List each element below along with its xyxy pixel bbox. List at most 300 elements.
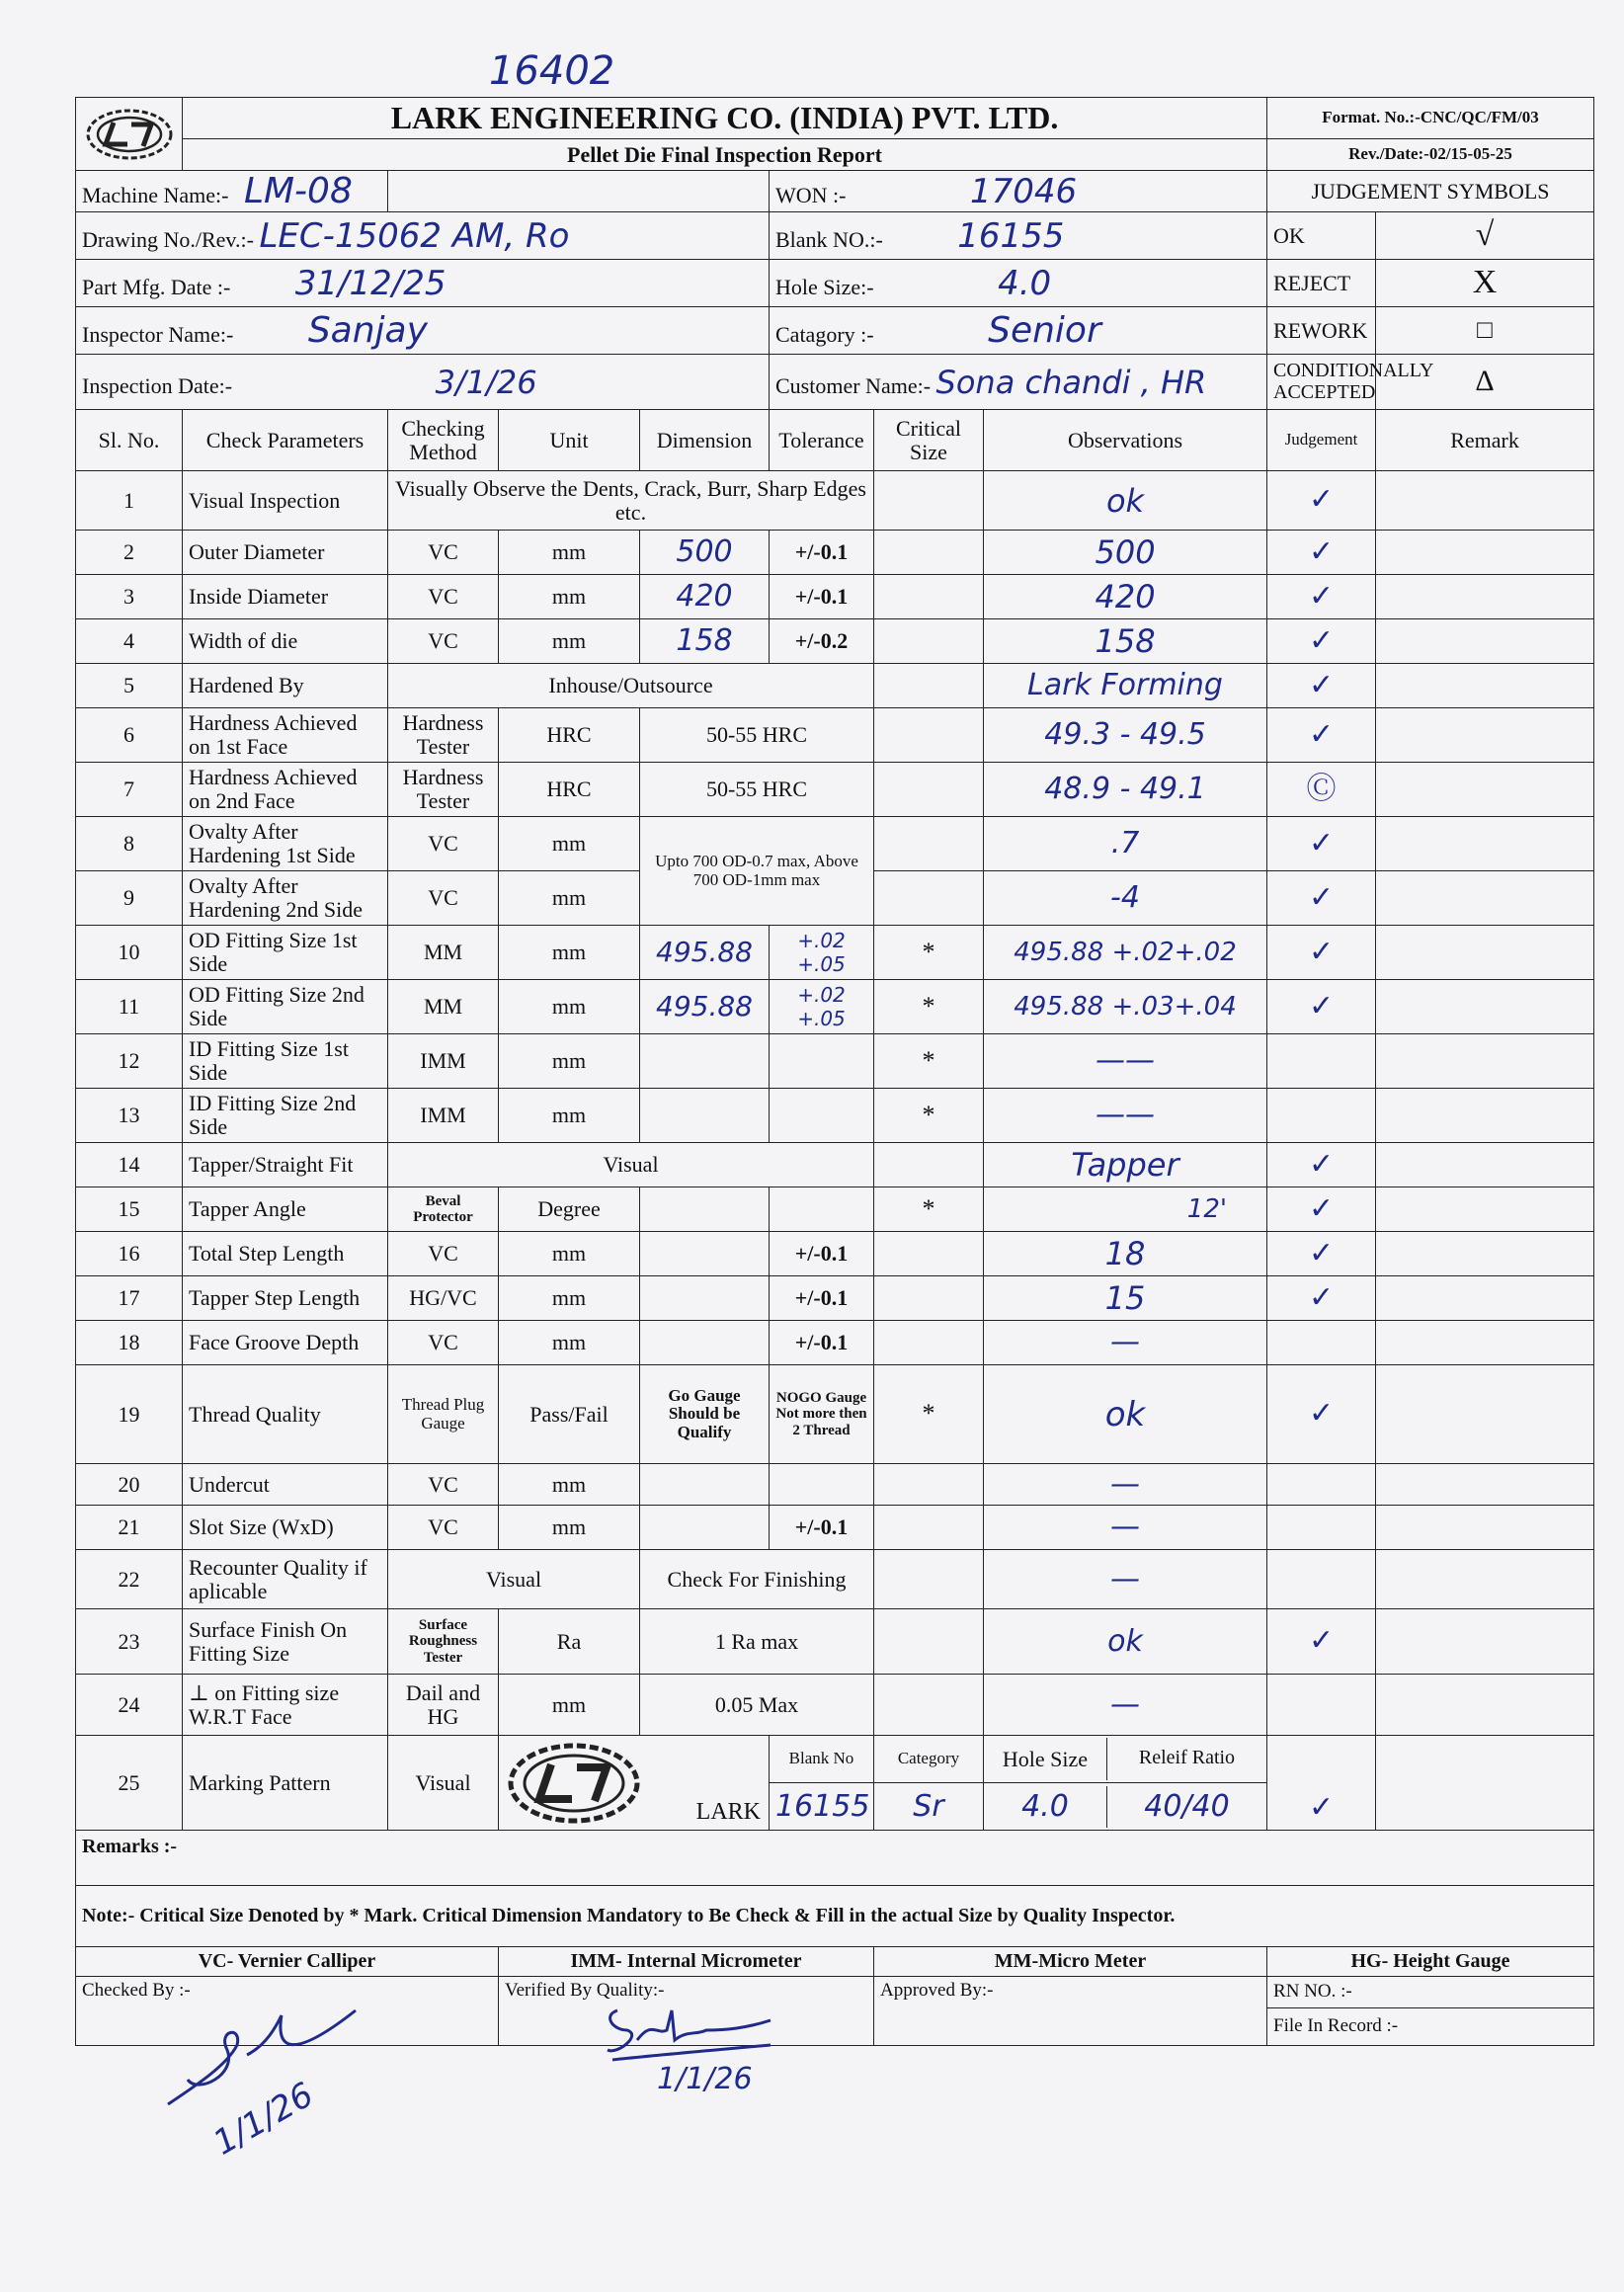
row-sl: 21	[76, 1506, 183, 1550]
row-sl: 18	[76, 1321, 183, 1365]
row-remark	[1376, 575, 1594, 619]
table-row	[76, 471, 1594, 531]
table-row	[76, 1187, 1594, 1232]
verified-by-date: 1/1/26	[657, 2062, 753, 2096]
row-critical-empty	[874, 817, 984, 871]
legend-mm: MM-Micro Meter	[874, 1947, 1267, 1977]
row-observation: —	[1110, 1561, 1140, 1596]
row-critical-empty	[874, 531, 984, 575]
inspector-name-label: Inspector Name:-	[82, 321, 234, 347]
row-sl: 24	[76, 1675, 183, 1736]
row-observation: 18	[1104, 1235, 1146, 1272]
part-mfg-date-field	[76, 260, 770, 307]
marking-hole-label: Hole Size	[984, 1738, 1107, 1781]
row-dimension-empty	[640, 1187, 770, 1232]
row-critical-empty	[874, 1675, 984, 1736]
row-unit: mm	[499, 1675, 640, 1736]
row-tolerance-empty	[770, 1187, 874, 1232]
row-method: IMM	[388, 1034, 499, 1089]
report-title: Pellet Die Final Inspection Report	[567, 141, 882, 167]
row-unit: Degree	[499, 1187, 640, 1232]
row-critical-empty	[874, 763, 984, 817]
row-tolerance-empty	[770, 1464, 874, 1506]
inspector-name-field	[76, 307, 770, 355]
row-method: VC	[388, 1464, 499, 1506]
row-dimension: 50-55 HRC	[640, 763, 874, 817]
judgement-tick-icon: ✓	[1308, 1623, 1335, 1659]
row-sl: 17	[76, 1276, 183, 1321]
row-param: Total Step Length	[183, 1232, 388, 1276]
row-method: Dail and HG	[388, 1675, 499, 1736]
row-observation: —	[1110, 1510, 1140, 1544]
critical-star: *	[874, 1365, 984, 1464]
judgement-tick-icon: ✓	[1308, 1789, 1335, 1825]
inspector-name-value: Sanjay	[307, 309, 428, 351]
table-row	[76, 1506, 1594, 1550]
critical-star: *	[874, 1089, 984, 1143]
table-row	[76, 1089, 1594, 1143]
company-logo-icon	[84, 107, 175, 162]
inspection-date-value: 3/1/26	[435, 363, 537, 401]
row-unit: mm	[499, 1321, 640, 1365]
row-method: MM	[388, 926, 499, 980]
col-header-check-parameters: Check Parameters	[183, 410, 388, 471]
row-dimension-empty	[640, 1089, 770, 1143]
judgement-tick-icon: ✓	[1308, 482, 1335, 518]
row-method: Visual	[388, 1550, 640, 1609]
col-header-observations: Observations	[984, 410, 1267, 471]
row-method: VC	[388, 1506, 499, 1550]
format-number: Format. No.:-CNC/QC/FM/03	[1267, 98, 1594, 139]
row-sl: 20	[76, 1464, 183, 1506]
row-critical-empty	[874, 1464, 984, 1506]
verified-by-signature-icon	[598, 2001, 775, 2070]
row-unit: mm	[499, 1089, 640, 1143]
judgement-tick-icon: ✓	[1308, 578, 1335, 614]
judgement-tick-icon: ✓	[1308, 934, 1335, 969]
reject-symbol: X	[1376, 260, 1594, 307]
row-remark	[1376, 531, 1594, 575]
row-observation: 49.3 - 49.5	[1044, 717, 1206, 752]
table-row	[76, 1143, 1594, 1187]
marking-relief-label: Releif Ratio	[1138, 1746, 1236, 1768]
blank-number-field	[770, 212, 1267, 260]
ok-symbol-label: OK	[1267, 212, 1376, 260]
row-remark	[1376, 1736, 1594, 1831]
judgement-tick-icon: ✓	[1308, 533, 1335, 569]
table-row	[76, 763, 1594, 817]
machine-name-value: LM-08	[243, 170, 353, 211]
row-observation: ok	[1107, 1623, 1143, 1659]
row-param: Ovalty After Hardening 2nd Side	[183, 871, 388, 926]
row-sl: 5	[76, 664, 183, 708]
marking-logo-cell	[499, 1736, 770, 1831]
critical-star: *	[874, 980, 984, 1034]
row-critical-empty	[874, 1232, 984, 1276]
table-row	[76, 1365, 1594, 1464]
row-critical-empty	[874, 1276, 984, 1321]
row-observation: 12'	[1186, 1194, 1228, 1224]
row-param: ID Fitting Size 2nd Side	[183, 1089, 388, 1143]
row-method: Beval Protector	[388, 1187, 499, 1232]
conditionally-accepted-symbol: Δ	[1376, 355, 1594, 410]
row-param: Tapper/Straight Fit	[183, 1143, 388, 1187]
row-sl: 19	[76, 1365, 183, 1464]
row-sl: 3	[76, 575, 183, 619]
table-row	[76, 1609, 1594, 1675]
col-header-sl-no: Sl. No.	[76, 410, 183, 471]
row-method: IMM	[388, 1089, 499, 1143]
row-judgement-empty	[1267, 1464, 1376, 1506]
row-param: Tapper Angle	[183, 1187, 388, 1232]
row-remark	[1376, 1550, 1594, 1609]
row-observation: 48.9 - 49.1	[1044, 772, 1206, 806]
report-title-cell	[183, 139, 1267, 171]
row-unit: mm	[499, 575, 640, 619]
critical-star: *	[874, 1034, 984, 1089]
blank-number-value: 16155	[957, 215, 1065, 256]
row-observation: ok	[1104, 1394, 1146, 1434]
row-sl: 1	[76, 471, 183, 531]
col-header-remark: Remark	[1376, 410, 1594, 471]
checked-by-label: Checked By :-	[76, 1977, 499, 2046]
won-label: WON :-	[775, 182, 847, 207]
row-observation: Tapper	[1071, 1146, 1179, 1184]
revision-date: Rev./Date:-02/15-05-25	[1267, 139, 1594, 171]
top-handwritten-number: 16402	[489, 48, 615, 94]
table-row	[76, 1464, 1594, 1506]
hole-size-label: Hole Size:-	[775, 274, 874, 299]
customer-name-field	[770, 355, 1267, 410]
judgement-tick-icon: ✓	[1308, 1146, 1335, 1182]
row-param: Thread Quality	[183, 1365, 388, 1464]
row-remark	[1376, 1506, 1594, 1550]
row-observation: ——	[1096, 1098, 1155, 1132]
row-observation: -4	[1110, 880, 1140, 915]
row-method: Visually Observe the Dents, Crack, Burr, Sharp Edges etc.	[388, 471, 874, 531]
row-dimension: 495.88	[656, 990, 753, 1023]
verified-by-label: Verified By Quality:-	[499, 1977, 874, 2046]
row-remark	[1376, 471, 1594, 531]
row-remark	[1376, 1276, 1594, 1321]
judgement-tick-icon: ✓	[1308, 1396, 1335, 1432]
row-param: Hardness Achieved on 1st Face	[183, 708, 388, 763]
drawing-number-value: LEC-15062 AM, Ro	[259, 215, 570, 256]
row-judgement-empty	[1267, 1321, 1376, 1365]
row-observation: ——	[1096, 1043, 1155, 1078]
row-critical-empty	[874, 1609, 984, 1675]
row-observation: 158	[1095, 622, 1156, 660]
row-method: Hardness Tester	[388, 708, 499, 763]
row-critical-empty	[874, 1321, 984, 1365]
critical-size-note: Note:- Critical Size Denoted by * Mark. Critical Dimension Mandatory to Be Check & Fill in the actual Size by Quality Inspector.	[76, 1886, 1594, 1947]
row-tolerance: +.02 +.05	[797, 983, 846, 1030]
row-dimension: 0.05 Max	[640, 1675, 874, 1736]
row-remark	[1376, 1609, 1594, 1675]
row-unit: mm	[499, 980, 640, 1034]
row-param: Outer Diameter	[183, 531, 388, 575]
marking-category-label: Category	[874, 1736, 984, 1783]
row-dimension-empty	[640, 1464, 770, 1506]
table-row	[76, 1550, 1594, 1609]
row-method: Surface Roughness Tester	[388, 1609, 499, 1675]
conditionally-accepted-label: CONDITIONALLY ACCEPTED	[1267, 355, 1376, 410]
table-row-marking	[76, 1736, 1594, 1783]
row-remark	[1376, 1143, 1594, 1187]
row-critical-empty	[874, 1550, 984, 1609]
critical-star: *	[874, 1187, 984, 1232]
table-row	[76, 664, 1594, 708]
remarks-label: Remarks :-	[76, 1831, 1594, 1886]
row-unit: mm	[499, 1034, 640, 1089]
table-row	[76, 1675, 1594, 1736]
row-remark	[1376, 708, 1594, 763]
marking-logo-icon	[505, 1738, 653, 1829]
row-remark	[1376, 980, 1594, 1034]
row-dimension-empty	[640, 1321, 770, 1365]
row-remark	[1376, 1232, 1594, 1276]
row-remark	[1376, 1321, 1594, 1365]
row-param: Slot Size (WxD)	[183, 1506, 388, 1550]
row-observation: 420	[1095, 578, 1156, 615]
row-judgement-empty	[1267, 1550, 1376, 1609]
blank-number-label: Blank NO.:-	[775, 226, 883, 252]
row-param: Width of die	[183, 619, 388, 664]
row-param: Hardened By	[183, 664, 388, 708]
row-remark	[1376, 1675, 1594, 1736]
won-field	[770, 171, 1267, 212]
row-sl: 13	[76, 1089, 183, 1143]
row-dimension: 420	[676, 579, 733, 614]
row-unit: mm	[499, 1464, 640, 1506]
row-observation: Lark Forming	[1027, 668, 1223, 702]
inspection-date-label: Inspection Date:-	[82, 372, 233, 398]
machine-name-label: Machine Name:-	[82, 182, 229, 207]
row-dimension-empty	[640, 1232, 770, 1276]
row-sl: 8	[76, 817, 183, 871]
judgement-tick-icon: ✓	[1308, 667, 1335, 702]
judgement-tick-icon: ✓	[1308, 622, 1335, 658]
row-observation: 15	[1104, 1279, 1146, 1317]
row-critical-empty	[874, 708, 984, 763]
table-row	[76, 575, 1594, 619]
company-name-cell	[183, 98, 1267, 139]
col-header-critical-size: Critical Size	[874, 410, 984, 471]
marking-blank-value: 16155	[775, 1788, 870, 1824]
table-row	[76, 980, 1594, 1034]
row-param: OD Fitting Size 1st Side	[183, 926, 388, 980]
row-critical-empty	[874, 575, 984, 619]
row-method: VC	[388, 817, 499, 871]
row-sl: 25	[76, 1736, 183, 1831]
marking-relief-value: 40/40	[1144, 1788, 1230, 1824]
table-row	[76, 817, 1594, 871]
row-method: Hardness Tester	[388, 763, 499, 817]
row-unit: mm	[499, 531, 640, 575]
col-header-judgement: Judgement	[1267, 410, 1376, 471]
row-remark	[1376, 1089, 1594, 1143]
row-sl: 7	[76, 763, 183, 817]
row-tolerance-empty	[770, 1034, 874, 1089]
row-dimension: 495.88	[656, 936, 753, 968]
row-observation: ok	[1105, 481, 1145, 520]
category-value: Senior	[988, 309, 1101, 351]
row-unit: HRC	[499, 763, 640, 817]
judgement-tick-icon: ✓	[1308, 1279, 1335, 1315]
row-method: MM	[388, 980, 499, 1034]
row-dimension: Check For Finishing	[640, 1550, 874, 1609]
row-dimension: Go Gauge Should be Qualify	[640, 1365, 770, 1464]
col-header-tolerance: Tolerance	[770, 410, 874, 471]
row-param: ⊥ on Fitting size W.R.T Face	[183, 1675, 388, 1736]
row-critical-empty	[874, 1506, 984, 1550]
machine-name-field	[76, 171, 388, 212]
row-dimension: 1 Ra max	[640, 1609, 874, 1675]
row-unit: HRC	[499, 708, 640, 763]
row-method: Inhouse/Outsource	[388, 664, 874, 708]
row-method: Visual	[388, 1143, 874, 1187]
marking-category-value: Sr	[913, 1788, 944, 1824]
table-row	[76, 531, 1594, 575]
judgement-tick-icon: ✓	[1308, 1190, 1335, 1226]
row-dimension: 50-55 HRC	[640, 708, 874, 763]
row-dimension: 500	[676, 534, 733, 569]
row-method: VC	[388, 531, 499, 575]
row-critical-empty	[874, 664, 984, 708]
row-remark	[1376, 1464, 1594, 1506]
company-name: LARK ENGINEERING CO. (INDIA) PVT. LTD.	[390, 100, 1059, 136]
legend-hg: HG- Height Gauge	[1267, 1947, 1594, 1977]
row-critical-empty	[874, 871, 984, 926]
table-row	[76, 926, 1594, 980]
row-sl: 23	[76, 1609, 183, 1675]
row-sl: 14	[76, 1143, 183, 1187]
row-unit: Pass/Fail	[499, 1365, 640, 1464]
row-tolerance: +/-0.1	[770, 1232, 874, 1276]
legend-vc: VC- Vernier Calliper	[76, 1947, 499, 1977]
marking-blank-label: Blank No	[770, 1736, 874, 1783]
row-tolerance: +/-0.1	[770, 575, 874, 619]
table-row	[76, 619, 1594, 664]
table-row	[76, 708, 1594, 763]
marking-hole-relief-header	[984, 1736, 1267, 1783]
judgement-symbols-title: JUDGEMENT SYMBOLS	[1267, 171, 1594, 212]
row-param: Undercut	[183, 1464, 388, 1506]
machine-name-extension	[388, 171, 770, 212]
rn-number-label: RN NO. :-	[1267, 1977, 1594, 2008]
table-row	[76, 1232, 1594, 1276]
row-tolerance: +/-0.1	[770, 1276, 874, 1321]
part-mfg-date-label: Part Mfg. Date :-	[82, 274, 231, 299]
inspection-date-field	[76, 355, 770, 410]
row-param: Inside Diameter	[183, 575, 388, 619]
row-judgement-empty	[1267, 1506, 1376, 1550]
row-critical-empty	[874, 471, 984, 531]
row-sl: 10	[76, 926, 183, 980]
inspection-form	[75, 97, 1593, 2046]
row-unit: mm	[499, 1506, 640, 1550]
row-tolerance: +/-0.2	[770, 619, 874, 664]
row-param: Tapper Step Length	[183, 1276, 388, 1321]
legend-imm: IMM- Internal Micrometer	[499, 1947, 874, 1977]
row-method: HG/VC	[388, 1276, 499, 1321]
row-observation: —	[1110, 1325, 1140, 1359]
row-observation: .7	[1110, 826, 1140, 860]
col-header-checking-method: Checking Method	[388, 410, 499, 471]
row-dimension: 158	[676, 623, 733, 658]
row-dimension-empty	[640, 1506, 770, 1550]
row-unit: mm	[499, 1232, 640, 1276]
row-observation: 500	[1095, 533, 1156, 571]
reject-symbol-label: REJECT	[1267, 260, 1376, 307]
row-remark	[1376, 817, 1594, 871]
row-dimension-empty	[640, 1276, 770, 1321]
conditional-mark-icon: Ⓒ	[1306, 771, 1337, 806]
row-tolerance-empty	[770, 1089, 874, 1143]
judgement-tick-icon: ✓	[1308, 716, 1335, 752]
row-unit: mm	[499, 619, 640, 664]
logo-cell	[76, 98, 183, 171]
row-critical-empty	[874, 1143, 984, 1187]
col-header-unit: Unit	[499, 410, 640, 471]
judgement-tick-icon: ✓	[1308, 879, 1335, 915]
judgement-tick-icon: ✓	[1308, 1235, 1335, 1270]
row-critical-empty	[874, 619, 984, 664]
row-judgement-empty	[1267, 1034, 1376, 1089]
row-remark	[1376, 926, 1594, 980]
lark-text: LARK	[695, 1799, 761, 1826]
row-param: ID Fitting Size 1st Side	[183, 1034, 388, 1089]
row-dimension: Upto 700 OD-0.7 max, Above 700 OD-1mm max	[640, 817, 874, 926]
row-method: VC	[388, 1232, 499, 1276]
category-label: Catagory :-	[775, 321, 874, 347]
row-judgement-empty	[1267, 1089, 1376, 1143]
critical-star: *	[874, 926, 984, 980]
row-observation: —	[1110, 1466, 1140, 1502]
drawing-number-field	[76, 212, 770, 260]
row-method: VC	[388, 575, 499, 619]
approved-by-label: Approved By:-	[874, 1977, 1267, 2046]
customer-name-label: Customer Name:-	[775, 372, 932, 398]
drawing-number-label: Drawing No./Rev.:-	[82, 226, 254, 252]
table-row	[76, 1276, 1594, 1321]
row-tolerance: +/-0.1	[770, 1506, 874, 1550]
row-param: OD Fitting Size 2nd Side	[183, 980, 388, 1034]
judgement-tick-icon: ✓	[1308, 825, 1335, 860]
checked-by-date: 1/1/26	[206, 2075, 321, 2164]
row-tolerance: +.02 +.05	[797, 929, 846, 976]
row-observation: —	[1110, 1686, 1140, 1722]
row-unit: mm	[499, 926, 640, 980]
part-mfg-date-value: 31/12/25	[294, 263, 447, 303]
row-observation: 495.88 +.02+.02	[1014, 938, 1237, 967]
row-remark	[1376, 619, 1594, 664]
row-method: Thread Plug Gauge	[388, 1365, 499, 1464]
won-value: 17046	[969, 171, 1078, 211]
row-sl: 12	[76, 1034, 183, 1089]
row-unit: Ra	[499, 1609, 640, 1675]
row-sl: 9	[76, 871, 183, 926]
row-sl: 15	[76, 1187, 183, 1232]
row-param: Surface Finish On Fitting Size	[183, 1609, 388, 1675]
ok-symbol: √	[1376, 212, 1594, 260]
form-table	[75, 97, 1594, 2046]
row-param: Marking Pattern	[183, 1736, 388, 1831]
row-remark	[1376, 1187, 1594, 1232]
row-remark	[1376, 871, 1594, 926]
hole-size-field	[770, 260, 1267, 307]
row-unit: mm	[499, 871, 640, 926]
